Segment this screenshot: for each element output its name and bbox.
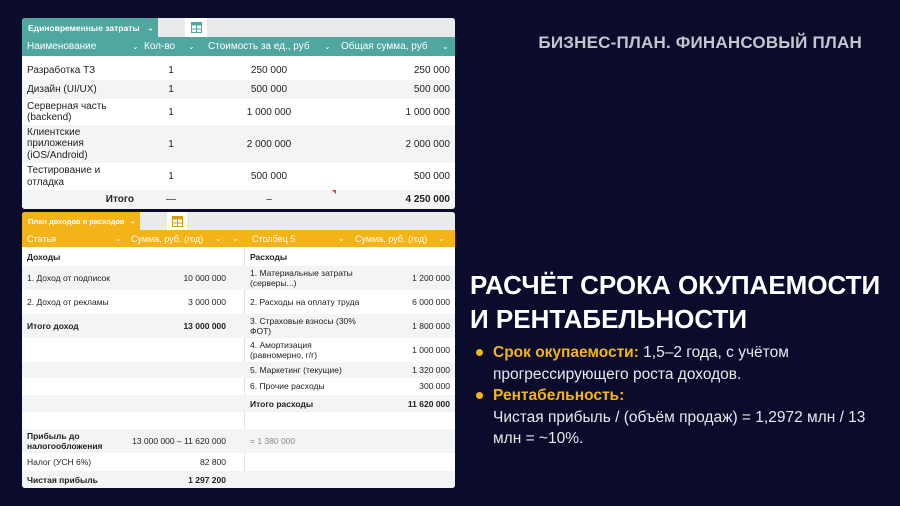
bullet-key: Рентабельность: bbox=[493, 387, 625, 404]
item-qty: 1 bbox=[168, 171, 174, 182]
item-unit-cost: 250 000 bbox=[250, 65, 288, 76]
bullet-text: Чистая прибыль / (объём продаж) = 1,2972 млн / 13 млн = ~10%. bbox=[493, 408, 866, 447]
table-row bbox=[22, 266, 455, 290]
tab-label: Единовременные затраты bbox=[28, 22, 140, 33]
expense-total-value: 11 620 000 bbox=[407, 398, 450, 409]
table-row bbox=[22, 290, 455, 314]
income-value: 3 000 000 bbox=[188, 297, 226, 307]
expense-name: 4. Амортизация (равномерно, г/г) bbox=[250, 340, 318, 360]
chevron-down-icon[interactable]: ⌄ bbox=[129, 216, 136, 226]
slide-title-line: РАСЧЁТ СРОКА ОКУПАЕМОСТИ bbox=[470, 270, 881, 300]
chevron-down-icon[interactable]: ⌄ bbox=[442, 42, 449, 51]
income-expense-table bbox=[22, 212, 455, 488]
item-unit-cost: 500 000 bbox=[250, 84, 288, 95]
table-row bbox=[22, 163, 455, 190]
column-header[interactable]: Общая сумма, руб bbox=[341, 41, 428, 52]
item-total: 2 000 000 bbox=[405, 138, 450, 150]
table-row bbox=[22, 378, 455, 394]
expense-name: 5. Маркетинг (текущие) bbox=[250, 365, 342, 375]
item-name: Разработка ТЗ bbox=[27, 65, 96, 76]
column-header[interactable]: Сумма, руб. (год) bbox=[131, 233, 204, 244]
profit-before-tax-label: Прибыль до налогообложения bbox=[27, 431, 103, 451]
slide-title-line: И РЕНТАБЕЛЬНОСТИ bbox=[470, 304, 748, 334]
tab-label: План доходов и расходов bbox=[28, 216, 125, 226]
sheet-tab-bar bbox=[22, 212, 455, 230]
item-unit-cost: 2 000 000 bbox=[246, 138, 292, 150]
total-unit-cost: – bbox=[266, 194, 272, 205]
item-name: Тестирование и отладка bbox=[27, 165, 101, 188]
item-unit-cost: 1 000 000 bbox=[246, 106, 292, 118]
table-row bbox=[22, 429, 455, 453]
chevron-down-icon[interactable]: ⌄ bbox=[438, 234, 445, 243]
income-name: 2. Доход от рекламы bbox=[27, 297, 109, 307]
total-row bbox=[22, 190, 455, 209]
table-icon[interactable] bbox=[185, 18, 207, 37]
expense-value: 1 200 000 bbox=[412, 273, 450, 283]
bullet-dot-icon bbox=[476, 392, 483, 399]
one-time-costs-table bbox=[22, 18, 455, 209]
table-icon[interactable] bbox=[167, 212, 187, 230]
total-sum: 4 250 000 bbox=[405, 194, 450, 205]
table-row bbox=[22, 125, 455, 163]
chevron-down-icon[interactable]: ⌄ bbox=[115, 234, 122, 243]
table-header bbox=[22, 230, 455, 247]
bullet-payback bbox=[473, 342, 878, 385]
income-header: Доходы bbox=[27, 252, 61, 262]
table-row bbox=[22, 362, 455, 378]
column-header[interactable]: Столбец 5 bbox=[252, 233, 296, 244]
item-total: 500 000 bbox=[413, 171, 450, 182]
item-qty: 1 bbox=[168, 65, 174, 76]
net-profit-label: Чистая прибыль bbox=[27, 474, 98, 485]
expense-value: 1 800 000 bbox=[412, 321, 450, 331]
item-qty: 1 bbox=[168, 138, 174, 150]
slide-title bbox=[470, 268, 880, 336]
expense-value: 300 000 bbox=[419, 381, 450, 391]
chevron-down-icon[interactable]: ⌄ bbox=[232, 234, 239, 243]
tab-one-time-costs[interactable] bbox=[22, 18, 158, 37]
item-name: Серверная часть (backend) bbox=[27, 101, 107, 123]
bullet-dot-icon bbox=[476, 349, 483, 356]
net-profit-value: 1 297 200 bbox=[188, 474, 226, 485]
bullet-profitability bbox=[473, 385, 878, 450]
comment-marker[interactable] bbox=[332, 190, 336, 194]
expense-name: 6. Прочие расходы bbox=[250, 381, 325, 391]
income-name: 1. Доход от подписок bbox=[27, 273, 110, 283]
table-row bbox=[22, 453, 455, 471]
tax-label: Налог (УСН 6%) bbox=[27, 457, 92, 467]
chevron-down-icon[interactable]: ⌄ bbox=[188, 42, 195, 51]
income-total-value: 13 000 000 bbox=[183, 321, 226, 331]
expense-value: 6 000 000 bbox=[412, 297, 450, 307]
item-qty: 1 bbox=[168, 106, 174, 118]
expense-name: 1. Материальные затраты (серверы...) bbox=[250, 268, 353, 288]
table-row bbox=[22, 314, 455, 338]
chevron-down-icon[interactable]: ⌄ bbox=[215, 234, 222, 243]
slide-header: БИЗНЕС-ПЛАН. ФИНАНСОВЫЙ ПЛАН bbox=[538, 33, 862, 52]
table-row bbox=[22, 99, 455, 125]
item-qty: 1 bbox=[168, 84, 174, 95]
chevron-down-icon[interactable]: ⌄ bbox=[132, 42, 139, 51]
income-total-label: Итого доход bbox=[27, 321, 79, 331]
bullet-list bbox=[473, 342, 878, 450]
section-header bbox=[22, 249, 455, 265]
bullet-text: 1,5–2 года, с учётом прогрессирующего роста доходов. bbox=[493, 344, 789, 383]
column-header[interactable]: Сумма, руб. (год) bbox=[355, 233, 428, 244]
expense-total-label: Итого расходы bbox=[250, 398, 314, 409]
table-row bbox=[22, 61, 455, 80]
table-header bbox=[22, 37, 455, 56]
expense-value: 1 000 000 bbox=[412, 345, 450, 355]
item-total: 250 000 bbox=[413, 65, 450, 76]
expense-header: Расходы bbox=[250, 252, 288, 262]
expense-value: 1 320 000 bbox=[412, 365, 450, 375]
chevron-down-icon[interactable]: ⌄ bbox=[324, 42, 331, 51]
column-header[interactable]: Статья bbox=[27, 233, 57, 244]
income-value: 10 000 000 bbox=[183, 273, 226, 283]
profit-before-tax-result: = 1 380 000 bbox=[250, 436, 296, 446]
column-header[interactable]: Наименование bbox=[27, 41, 97, 52]
profit-before-tax-formula: 13 000 000 – 11 620 000 bbox=[132, 436, 226, 446]
item-name: Клиентские приложения (iOS/Android) bbox=[27, 126, 88, 161]
table-row bbox=[22, 471, 455, 488]
column-header[interactable]: Стоимость за ед., руб bbox=[208, 41, 310, 52]
total-qty: — bbox=[166, 194, 176, 205]
item-unit-cost: 500 000 bbox=[250, 171, 288, 182]
table-row bbox=[22, 395, 455, 412]
tax-value: 82 800 bbox=[200, 457, 226, 467]
bullet-key: Срок окупаемости: bbox=[493, 344, 639, 361]
chevron-down-icon[interactable]: ⌄ bbox=[147, 23, 154, 32]
expense-name: 3. Страховые взносы (30% ФОТ) bbox=[250, 316, 356, 336]
tab-income-expense-plan[interactable] bbox=[22, 212, 140, 230]
item-name: Дизайн (UI/UX) bbox=[27, 84, 97, 95]
table-row bbox=[22, 80, 455, 99]
sheet-tab-bar bbox=[22, 18, 455, 37]
table-row bbox=[22, 338, 455, 362]
expense-name: 2. Расходы на оплату труда bbox=[250, 297, 360, 307]
column-header[interactable]: Кол-во bbox=[144, 41, 176, 52]
total-label: Итого bbox=[105, 194, 134, 205]
item-total: 500 000 bbox=[413, 84, 450, 95]
item-total: 1 000 000 bbox=[405, 106, 450, 118]
chevron-down-icon[interactable]: ⌄ bbox=[338, 234, 345, 243]
